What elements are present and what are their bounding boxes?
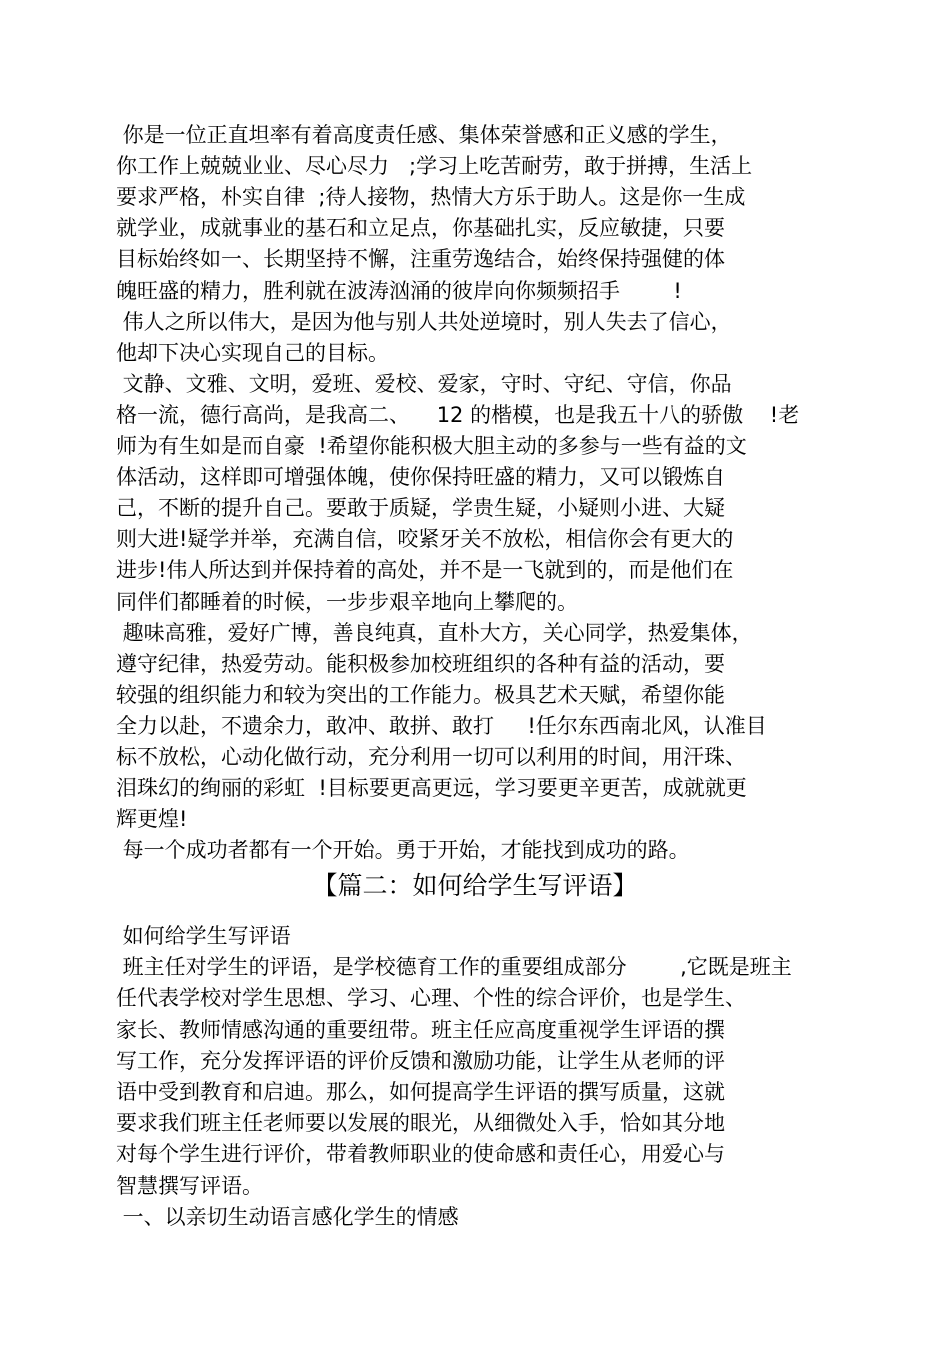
text-line: 目标始终如一、长期坚持不懈，注重劳逸结合，始终保持强健的体 <box>116 247 725 272</box>
text-line: 己，不断的提升自己。要敢于质疑，学贵生疑，小疑则小进、大疑 <box>116 496 725 521</box>
text-line: 遵守纪律，热爱劳动。能积极参加校班组织的各种有益的活动，要 <box>116 651 725 676</box>
text-line: 就学业，成就事业的基石和立足点，你基础扎实，反应敏捷，只要 <box>116 216 725 241</box>
text-line: 每一个成功者都有一个开始。勇于开始，才能找到成功的路。 <box>116 838 690 863</box>
text-line: 格一流，德行高尚，是我高二、 12 的楷模，也是我五十八的骄傲 !老 <box>116 402 800 427</box>
text-line: 你工作上兢兢业业、尽心尽力 ;学习上吃苦耐劳，敢于拼搏，生活上 <box>116 154 753 179</box>
text-line: 文静、文雅、文明，爱班、爱校、爱家，守时、守纪、守信，你品 <box>116 371 732 396</box>
text-line: 标不放松，心动化做行动，充分利用一切可以利用的时间，用汗珠、 <box>116 745 746 769</box>
text-line: 进步!伟人所达到并保持着的高处，并不是一飞就到的，而是他们在 <box>116 558 734 583</box>
text-line: 泪珠幻的绚丽的彩虹 !目标要更高更远，学习要更辛更苦，成就就更 <box>116 776 747 801</box>
text-line: 任代表学校对学生思想、学习、心理、个性的综合评价，也是学生、 <box>116 986 746 1011</box>
text-line: 语中受到教育和启迪。那么，如何提高学生评语的撰写质量，这就 <box>116 1080 725 1104</box>
text-line: 魄旺盛的精力，胜利就在波涛汹涌的彼岸向你频频招手 ! <box>116 278 682 303</box>
text-line: 智慧撰写评语。 <box>116 1173 263 1198</box>
text-line: 他却下决心实现自己的目标。 <box>116 340 389 365</box>
text-line: 写工作，充分发挥评语的评价反馈和激励功能，让学生从老师的评 <box>116 1048 725 1073</box>
text-line: 趣味高雅，爱好广博，善良纯真，直朴大方，关心同学，热爱集体， <box>116 620 753 645</box>
text-line: 对每个学生进行评价，带着教师职业的使命感和责任心，用爱心与 <box>116 1142 725 1167</box>
text-line: 要求我们班主任老师要以发展的眼光，从细微处入手，恰如其分地 <box>116 1111 725 1136</box>
section-title: 【篇二：如何给学生写评语】 <box>312 871 638 900</box>
text-line: 一、以亲切生动语言感化学生的情感 <box>116 1204 459 1229</box>
text-line: 体活动，这样即可增强体魄，使你保持旺盛的精力，又可以锻炼自 <box>116 465 725 490</box>
text-line: 你是一位正直坦率有着高度责任感、集体荣誉感和正义感的学生， <box>116 123 732 147</box>
text-line: 如何给学生写评语 <box>116 924 291 948</box>
text-line: 辉更煌! <box>116 807 188 832</box>
text-line: 较强的组织能力和较为突出的工作能力。极具艺术天赋，希望你能 <box>116 682 725 707</box>
text-line: 同伴们都睡着的时候，一步步艰辛地向上攀爬的。 <box>116 589 578 614</box>
text-line: 则大进!疑学并举，充满自信，咬紧牙关不放松，相信你会有更大的 <box>116 527 734 552</box>
text-line: 伟人之所以伟大，是因为他与别人共处逆境时，别人失去了信心， <box>116 309 732 334</box>
text-line: 家长、教师情感沟通的重要纽带。班主任应高度重视学生评语的撰 <box>116 1017 725 1042</box>
text-line: 班主任对学生的评语，是学校德育工作的重要组成部分 ,它既是班主 <box>116 955 792 980</box>
text-line: 要求严格，朴实自律 ;待人接物，热情大方乐于助人。这是你一生成 <box>116 185 746 210</box>
text-line: 师为有生如是而自豪 !希望你能积极大胆主动的多参与一些有益的文 <box>116 434 747 458</box>
text-line: 全力以赴，不遗余力，敢冲、敢拼、敢打 !任尔东西南北风，认准目 <box>116 713 767 738</box>
